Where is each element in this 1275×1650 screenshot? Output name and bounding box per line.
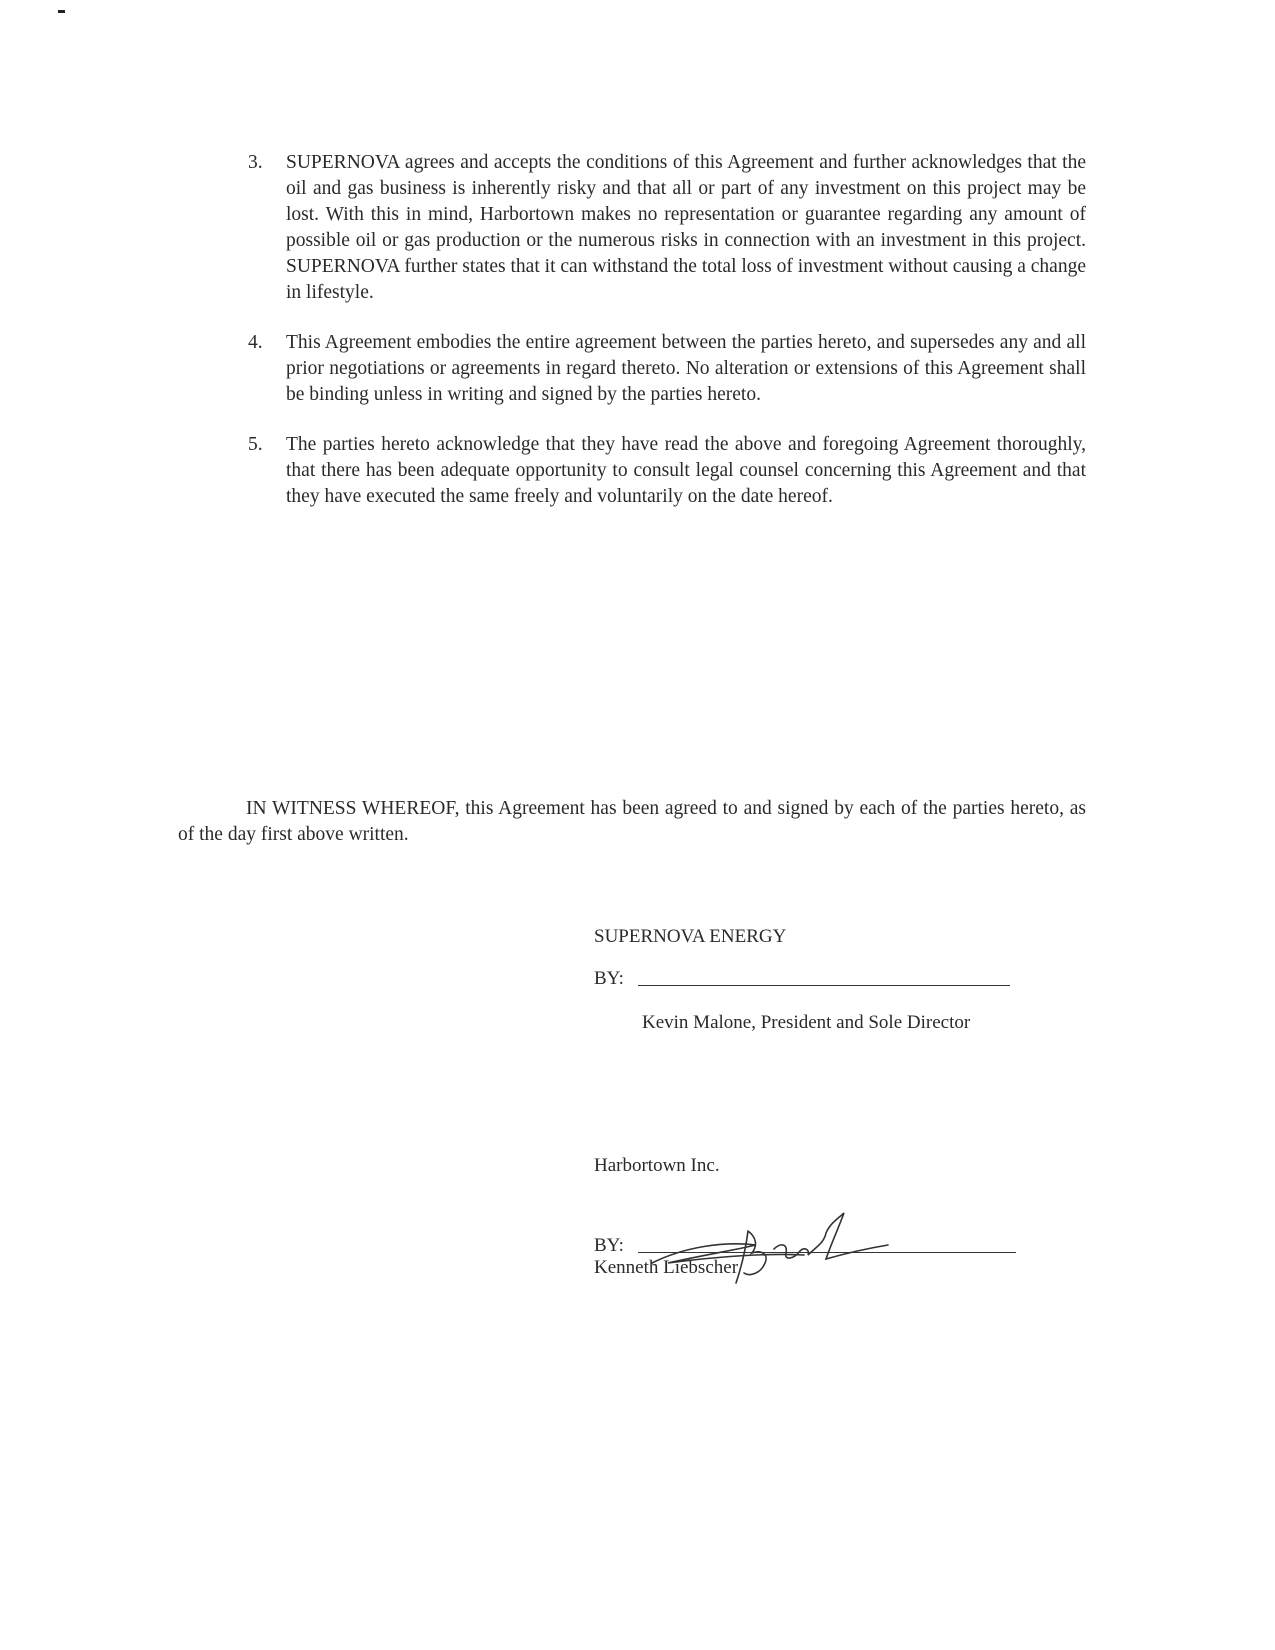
scan-mark	[58, 10, 65, 13]
clause-number: 5.	[248, 434, 263, 455]
by-label: BY:	[594, 1235, 624, 1256]
clause-text: SUPERNOVA agrees and accepts the conditions of this Agreement and further acknowledges that the oil and gas business is inherently risky and that all or part of any investment on this project may be lost. With this in mind, Harbortown makes no representation or guarantee regarding any amount of possible oil or gas production or the numerous risks in connection with an investment in this project. SUPERNOVA further states that it can withstand the total loss of investment without causing a change in lifestyle.	[286, 152, 1086, 303]
handwritten-signature	[644, 1203, 904, 1293]
clause-3	[248, 150, 1086, 306]
witness-paragraph: IN WITNESS WHEREOF, this Agreement has been agreed to and signed by each of the parties hereto, as of the day first above written.	[178, 798, 1086, 845]
company-name: SUPERNOVA ENERGY	[594, 926, 787, 947]
clause-text: This Agreement embodies the entire agreement between the parties hereto, and supersedes any and all prior negotiations or agreements in regard thereto. No alteration or extensions of this Agreement shall be binding unless in writing and signed by the parties hereto.	[286, 332, 1086, 405]
by-line	[594, 968, 1010, 990]
signer-name: Kenneth Liebscher	[594, 1257, 739, 1278]
supernova-signature-block	[594, 926, 1010, 1034]
clause-text: The parties hereto acknowledge that they have read the above and foregoing Agreement thoroughly, that there has been adequate opportunity to consult legal counsel concerning this Agreement and that they have executed the same freely and voluntarily on the date hereof.	[286, 434, 1086, 507]
signature-line	[638, 984, 1010, 986]
clause-number: 3.	[248, 152, 263, 173]
clause-list	[248, 150, 1086, 534]
clause-4	[248, 330, 1086, 408]
clause-5	[248, 432, 1086, 510]
clause-number: 4.	[248, 332, 263, 353]
company-name: Harbortown Inc.	[594, 1155, 720, 1176]
by-label: BY:	[594, 968, 624, 989]
signer-name: Kevin Malone, President and Sole Director	[642, 1012, 971, 1033]
